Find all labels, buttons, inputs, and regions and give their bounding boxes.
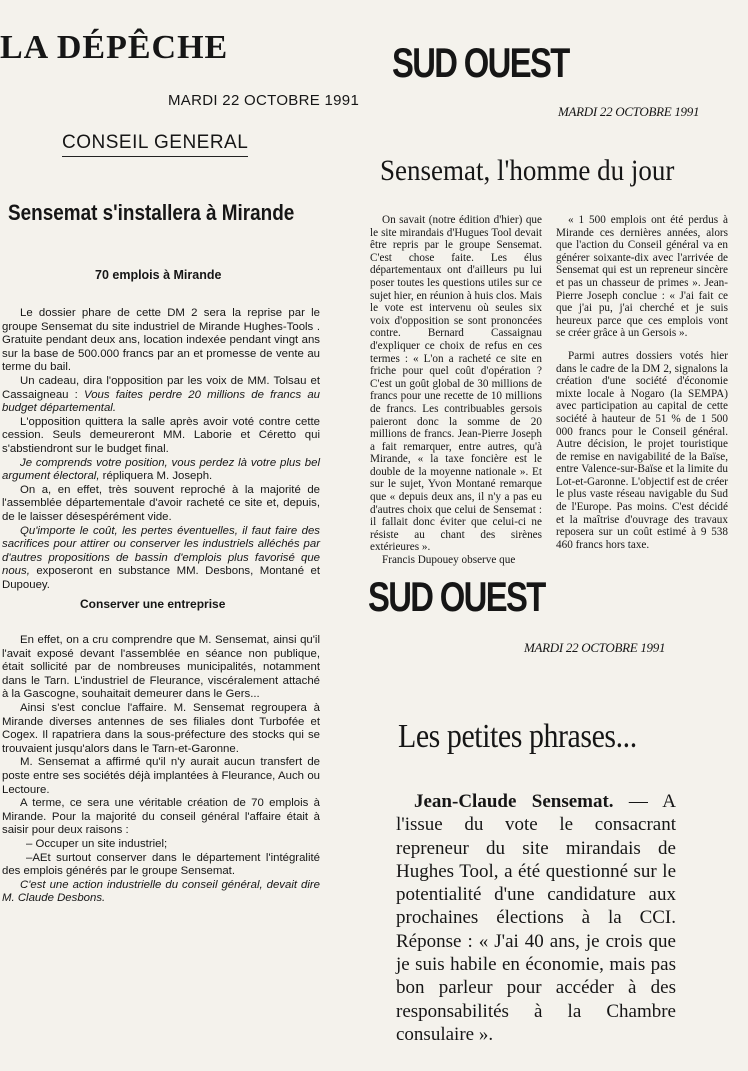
paragraph: Parmi autres dossiers votés hier dans le cadre de la DM 2, signalons la création d'une société d'économie mixte locale à Nogaro (la SEMPA) avec participation au capital de cette société à hauteur de 51 % de 1 500 000 francs pour le Conseil général. Autre décision, le projet touristique de remise en navigabilité de la Baïse, entre Valence-sur-Baïse et la limite du Lot-et-Garonne. L'objectif est de créer le plus vaste réseau navigable du Sud de l'Europe. Pas moins. C'est décidé et la maîtrise d'ouvrage des travaux reposera sur un coût estimé à 9 538 460 francs hors taxe.	[556, 349, 728, 551]
paragraph: Le dossier phare de cette DM 2 sera la reprise par le groupe Sensemat du site industriel de Mirande Hughes-Tools . Gratuite pendant deux ans, location indexée pendant vingt ans sur la base de 500.000 francs par an et promesse de vente au terme du bail.	[2, 307, 320, 374]
paragraph: L'opposition quittera la salle après avoir voté contre cette cession. Seuls demeureront MM. Laborie et Céretto qui s'abstiendront sur le budget final.	[2, 415, 320, 455]
quote-body: — A l'issue du vote le consacrant repreneur du site mirandais de Hughes Tool, a été questionné sur le potentialité d'une candidature aux prochaines élections à la CCI. Réponse : « J'ai 40 ans, je crois que je suis habile en économie, mais pas bon parleur pour accéder à des responsabilités à la Chambre consulaire ».	[396, 791, 676, 1045]
quote-text: Qu'importe le coût, les pertes éventuelles, il faut faire des sacrifices pour attirer ou conserver les industriels alléchés par d'autres propositions de bassin d'emplois plus favorisé que nous,	[2, 524, 320, 578]
quote-text: Vous faites perdre 20 millions de francs au budget départemental.	[2, 388, 320, 415]
paragraph: « 1 500 emplois ont été perdus à Mirande ces dernières années, alors que l'action du Conseil général va en générer soixante-dix avec l'arrivée de Sensemat qui est un repreneur sincère et pas un chasseur de primes ». Jean-Pierre Joseph conclue : « J'ai fait ce que j'ai pu, j'ai cherché et je suis heureux parce que ces emplois vont se créer grâce à un Gersois ».	[556, 214, 728, 340]
paragraph: M. Sensemat a affirmé qu'il n'y aurait aucun transfert de poste entre ses sociétés déjà implantées à Fleurance, Auch ou Lectoure.	[2, 756, 320, 796]
paragraph-text: Un cadeau, dira l'opposition par les voix de MM. Tolsau et Cassaigneau :	[2, 374, 320, 401]
petites-phrases-headline: Les petites phrases...	[398, 718, 637, 755]
closing-quote: C'est une action industrielle du conseil général, devait dire M. Claude Desbons.	[2, 878, 320, 905]
paragraph	[2, 525, 320, 593]
paragraph: On savait (notre édition d'hier) que le site mirandais d'Hugues Tool devait être repris par le groupe Sensemat. C'est chose faite. Les élus départementaux ont d'ailleurs pu lui poser toutes les questions utiles sur ce sujet hier, en réunion à huis clos. Mais le vote est intervenu où seules six voix d'opposition se sont prononcées contre. Bernard Cassaignau d'expliquer ce choix de refus en ces termes : « L'on a racheté ce site en friche pour quel coût d'opération ? C'est un goût global de 30 millions de francs pour une recette de 10 millions de francs. Les contribuables gersois paieront donc la somme de 20 millions de francs. Jean-Pierre Joseph a fait remarquer, entre autres, qu'à Mirande, « la taxe foncière est le double de la moyenne nationale ». Et sur le sujet, Yvon Montané remarque que « depuis deux ans, il n'y a pas eu d'autres choix que celui de Sensemat : il fallait donc éviter que celui-ci ne résiste au chant des sirènes extérieures ».	[370, 214, 542, 554]
la-depeche-date: MARDI 22 OCTOBRE 1991	[168, 92, 360, 109]
sud-ouest-date-2: MARDI 22 OCTOBRE 1991	[524, 640, 666, 655]
paragraph: Francis Dupouey observe que	[382, 554, 516, 567]
sud-ouest-date: MARDI 22 OCTOBRE 1991	[558, 104, 700, 119]
la-depeche-subheading-1: 70 emplois à Mirande	[95, 268, 222, 282]
person-name: Jean-Claude Sensemat.	[414, 791, 614, 812]
paragraph: –AEt surtout conserver dans le département l'intégralité des emplois générés par le groupe Sensemat.	[2, 851, 320, 878]
paragraph	[2, 375, 320, 416]
paragraph-text: répliquera M. Joseph.	[99, 470, 213, 483]
la-depeche-body-1	[2, 307, 320, 592]
sud-ouest-masthead-2: SUD OUEST	[368, 574, 545, 621]
paragraph: Ainsi s'est conclue l'affaire. M. Sensemat regroupera à Mirande diverses antennes de ses filiales dont Turbofée et Cogex. Il rapatriera dans la sous-préfecture des stocks qui se trouvaient jusqu'alors dans le Tarn-et-Garonne.	[2, 701, 320, 755]
paragraph	[2, 457, 320, 484]
petites-phrases-body	[396, 790, 676, 1046]
sud-ouest-column-1	[370, 214, 542, 567]
sud-ouest-column-2	[556, 214, 728, 551]
la-depeche-masthead: LA DÉPÊCHE	[0, 29, 229, 66]
paragraph: – Occuper un site industriel;	[26, 837, 168, 850]
paragraph: On a, en effet, très souvent reproché à la majorité de l'assemblée départementale d'avoir racheté ce site et, depuis, de le laisser désespérément vide.	[2, 483, 320, 523]
la-depeche-headline: Sensemat s'installera à Mirande	[8, 200, 295, 225]
la-depeche-section-label: CONSEIL GENERAL	[62, 132, 248, 157]
quote-text: Je comprends votre position, vous perdez là votre plus bel argument électoral,	[2, 456, 320, 483]
paragraph-text: exposeront en substance MM. Desbons, Montané et Dupouey.	[2, 565, 320, 591]
la-depeche-subheading-2: Conserver une entreprise	[80, 597, 226, 611]
paragraph: A terme, ce sera une véritable création de 70 emplois à Mirande. Pour la majorité du conseil général l'affaire était à saisir pour deux raisons :	[2, 797, 320, 837]
sud-ouest-headline: Sensemat, l'homme du jour	[380, 154, 675, 187]
sud-ouest-masthead: SUD OUEST	[392, 40, 569, 87]
paragraph: En effet, on a cru comprendre que M. Sensemat, ainsi qu'il l'avait exposé devant l'assemblée en séance non publique, était sollicité par de nombreuses municipalités, notamment dans le Tarn. L'industriel de Fleurance, viscéralement attaché à la Gascogne, souhaitait demeurer dans le Gers...	[2, 634, 320, 701]
la-depeche-body-2	[2, 634, 320, 906]
